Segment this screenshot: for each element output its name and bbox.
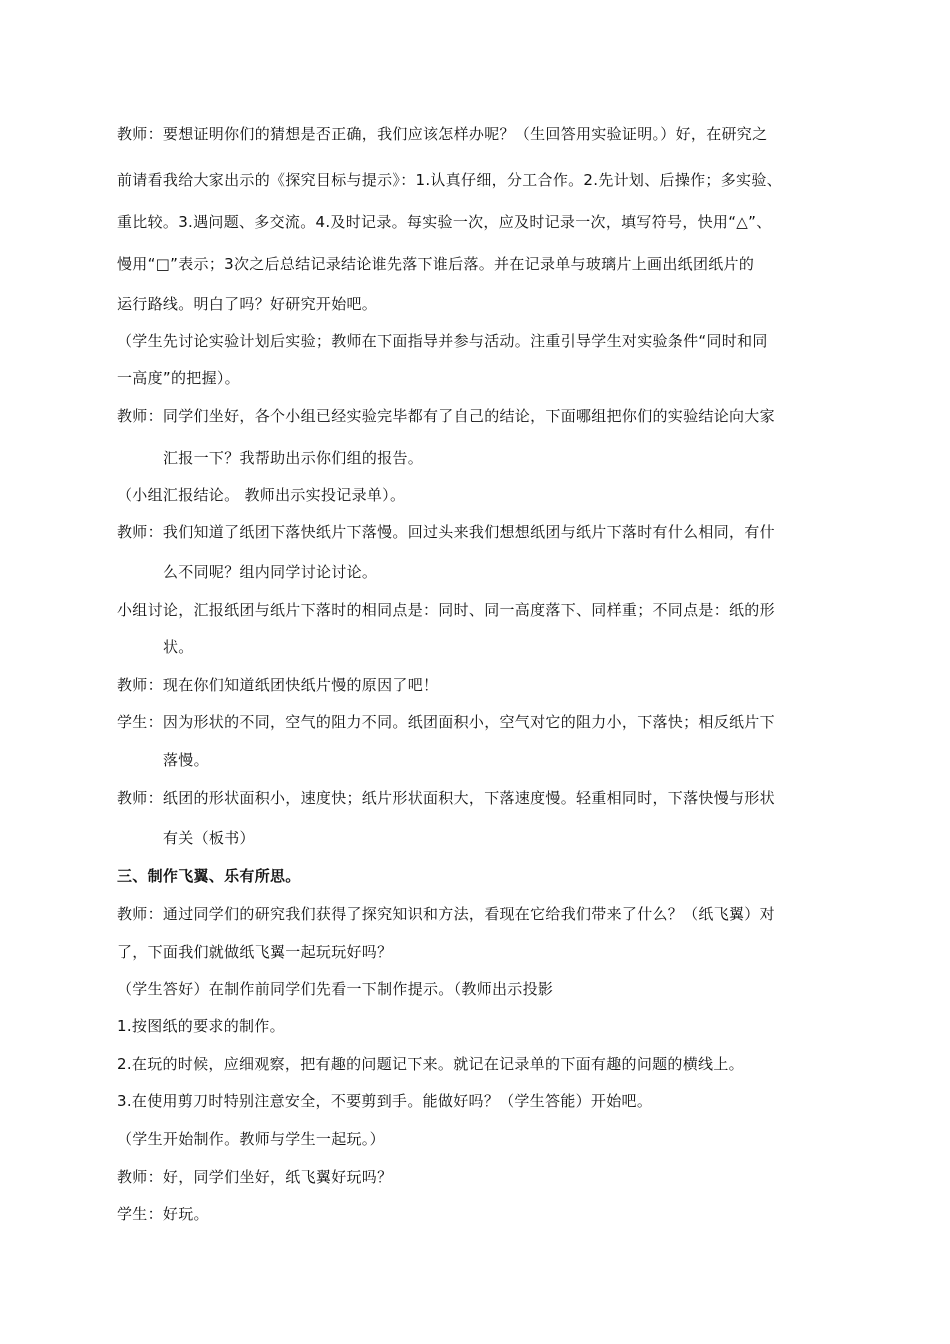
text-line: 前请看我给大家出示的《探究目标与提示》：1.认真仔细，分工合作。2.先计划、后操作；多实验、: [117, 171, 782, 189]
text-line: 一高度”的把握）。: [117, 369, 240, 387]
text-line: 运行路线。明白了吗？好研究开始吧。: [117, 295, 378, 313]
section-heading: 三、制作飞翼、乐有所思。: [117, 867, 301, 885]
text-line: （学生先讨论实验计划后实验；教师在下面指导并参与活动。注重引导学生对实验条件“同时和同: [117, 332, 768, 350]
text-line: 教师：同学们坐好，各个小组已经实验完毕都有了自己的结论，下面哪组把你们的实验结论向大家: [117, 407, 775, 425]
text-line: 2.在玩的时候，应细观察，把有趣的问题记下来。就记在记录单的下面有趣的问题的横线上。: [117, 1055, 744, 1073]
text-line: （学生答好）在制作前同学们先看一下制作提示。（教师出示投影: [117, 980, 554, 998]
text-line: （学生开始制作。教师与学生一起玩。）: [117, 1130, 385, 1148]
text-line: 小组讨论，汇报纸团与纸片下落时的相同点是：同时、同一高度落下、同样重；不同点是：纸的形: [117, 601, 775, 619]
text-line: 状。: [163, 638, 194, 656]
text-line: 么不同呢？组内同学讨论讨论。: [163, 563, 378, 581]
text-line: 教师：好，同学们坐好，纸飞翼好玩吗？: [117, 1168, 393, 1186]
text-line: 教师：纸团的形状面积小，速度快；纸片形状面积大，下落速度慢。轻重相同时，下落快慢与形状: [117, 789, 775, 807]
text-line: 有关（板书）: [163, 829, 255, 847]
text-line: 教师：现在你们知道纸团快纸片慢的原因了吧！: [117, 676, 439, 694]
text-line: 教师：我们知道了纸团下落快纸片下落慢。回过头来我们想想纸团与纸片下落时有什么相同，有什: [117, 523, 775, 541]
text-line: 了，下面我们就做纸飞翼一起玩玩好吗？: [117, 943, 393, 961]
text-line: 3.在使用剪刀时特别注意安全，不要剪到手。能做好吗？（学生答能）开始吧。: [117, 1092, 653, 1110]
text-line: 汇报一下？我帮助出示你们组的报告。: [163, 449, 424, 467]
text-line: 教师：要想证明你们的猜想是否正确，我们应该怎样办呢？（生回答用实验证明。）好，在研究之: [117, 125, 768, 143]
text-line: 学生：好玩。: [117, 1205, 209, 1223]
text-line: 落慢。: [163, 751, 209, 769]
text-line: 教师：通过同学们的研究我们获得了探究知识和方法，看现在它给我们带来了什么？（纸飞翼）对: [117, 905, 775, 923]
text-line: 学生：因为形状的不同，空气的阻力不同。纸团面积小，空气对它的阻力小，下落快；相反纸片下: [117, 713, 775, 731]
text-line: 1.按图纸的要求的制作。: [117, 1017, 285, 1035]
text-line: 慢用“□”表示；3次之后总结记录结论谁先落下谁后落。并在记录单与玻璃片上画出纸团纸片的: [117, 255, 755, 273]
text-line: （小组汇报结论。 教师出示实投记录单）。: [117, 486, 406, 504]
text-line: 重比较。3.遇问题、多交流。4.及时记录。每实验一次，应及时记录一次，填写符号，快用“△”、: [117, 213, 772, 231]
